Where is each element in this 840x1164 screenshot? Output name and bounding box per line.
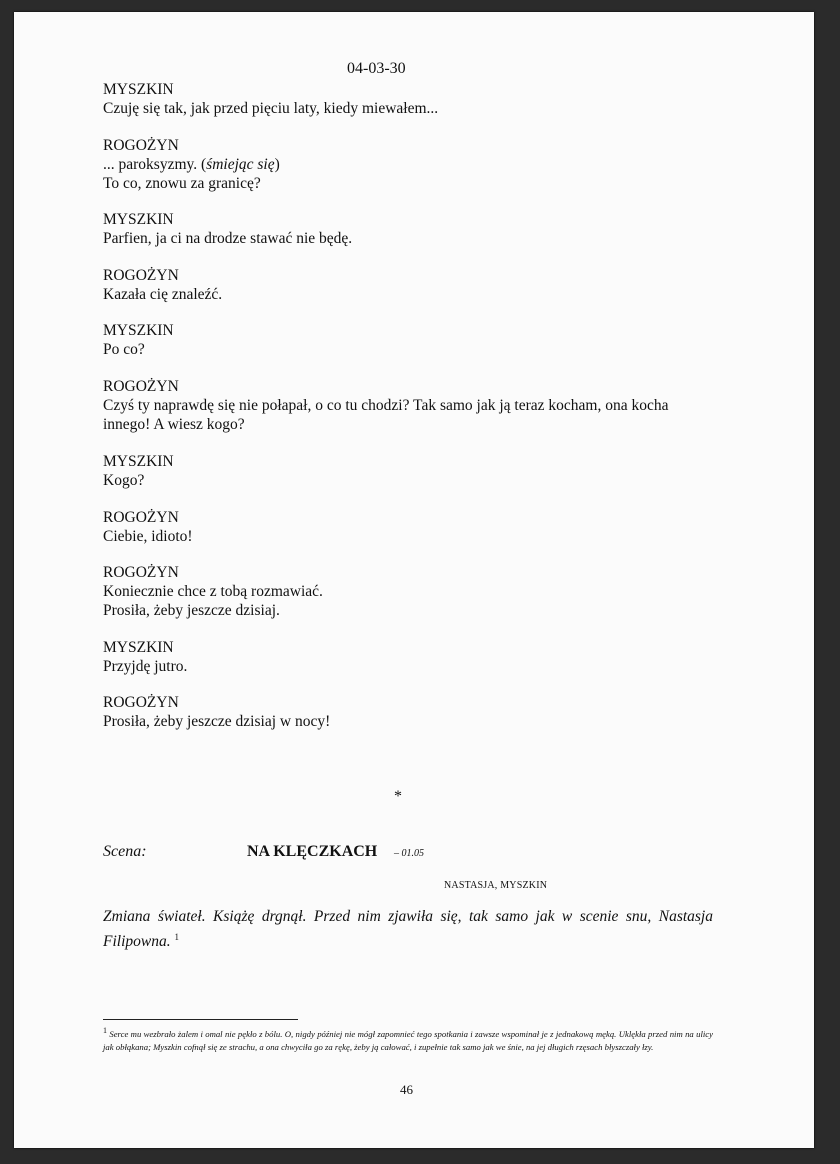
page-number: 46 [400,1082,413,1097]
speaker-name: MYSZKIN [103,639,174,656]
dialogue-block [103,452,174,490]
speaker-name: ROGOŻYN [103,694,179,711]
dialogue-line: Kogo? [103,472,145,489]
dialogue-line: innego! A wiesz kogo? [103,416,245,433]
footnote-number: 1 [103,1026,107,1035]
dialogue-block [103,80,438,118]
dialogue-line: To co, znowu za granicę? [103,175,261,192]
script-page [14,12,814,1148]
dialogue-line [103,155,280,174]
dialogue-line: Po co? [103,341,145,358]
dialogue-line: Prosiła, żeby jeszcze dzisiaj. [103,602,280,619]
parenthetical: śmiejąc się [206,156,275,173]
dialogue-line: Prosiła, żeby jeszcze dzisiaj w nocy! [103,713,331,730]
dialogue-block [103,321,174,359]
dialogue-line: Ciebie, idioto! [103,528,193,545]
speaker-name: MYSZKIN [103,211,174,228]
speaker-name: ROGOŻYN [103,378,179,395]
dialogue-text: ) [274,156,280,173]
scene-time: – 01.05 [394,848,424,859]
footnote-reference: 1 [174,932,179,942]
footnote-divider [103,1019,298,1020]
dialogue-line: Koniecznie chce z tobą rozmawiać. [103,583,323,600]
dialogue-line: Czuję się tak, jak przed pięciu laty, kiedy miewałem... [103,100,439,117]
dialogue-line: Kazała cię znaleźć. [103,286,223,303]
speaker-name: ROGOŻYN [103,137,179,154]
speaker-name: ROGOŻYN [103,564,179,581]
speaker-name: MYSZKIN [103,81,174,98]
speaker-name: ROGOŻYN [103,267,179,284]
dialogue-block [103,638,187,676]
speaker-name: MYSZKIN [103,453,174,470]
scene-separator: * [394,788,402,805]
dialogue-line: Czyś ty naprawdę się nie połapał, o co tu chodzi? Tak samo jak ją teraz kocham, ona kocha [103,397,669,414]
scene-label: Scena: [103,843,147,860]
dialogue-block [103,508,193,546]
dialogue-block [103,377,668,434]
page-date: 04-03-30 [347,60,406,77]
footnote-text: Serce mu wezbrało żalem i omal nie pękło z bólu. O, nigdy później nie mógł zapomnieć tego spotkania i zawsze wspominał je z jednakową męką. Uklękła przed nim na ulicy jak obłąkana; Myszkin cofnął się ze strachu, a ona chwyciła go za rękę, żeby ją całować, i zupełnie tak samo jak we śnie, na jej długich rzęsach błyszczały łzy. [103,1028,714,1052]
scene-title: NA KLĘCZKACH [247,843,378,860]
dialogue-block [103,210,352,248]
dialogue-line: Parfien, ja ci na drodze stawać nie będę. [103,230,353,247]
stage-direction-text: Zmiana świateł. Książę drgnął. Przed nim zjawiła się, tak samo jak w scenie snu, Nastasja Filipowna. [103,908,713,951]
dialogue-block [103,136,280,193]
dialogue-text: ... paroksyzmy. ( [103,156,207,173]
speaker-name: ROGOŻYN [103,509,179,526]
dialogue-line: Przyjdę jutro. [103,658,188,675]
footnote [103,1024,713,1054]
scene-cast: NASTASJA, MYSZKIN [444,880,548,891]
dialogue-block [103,266,222,304]
dialogue-block [103,693,330,731]
dialogue-block [103,563,323,620]
speaker-name: MYSZKIN [103,322,174,339]
stage-direction [103,907,713,952]
